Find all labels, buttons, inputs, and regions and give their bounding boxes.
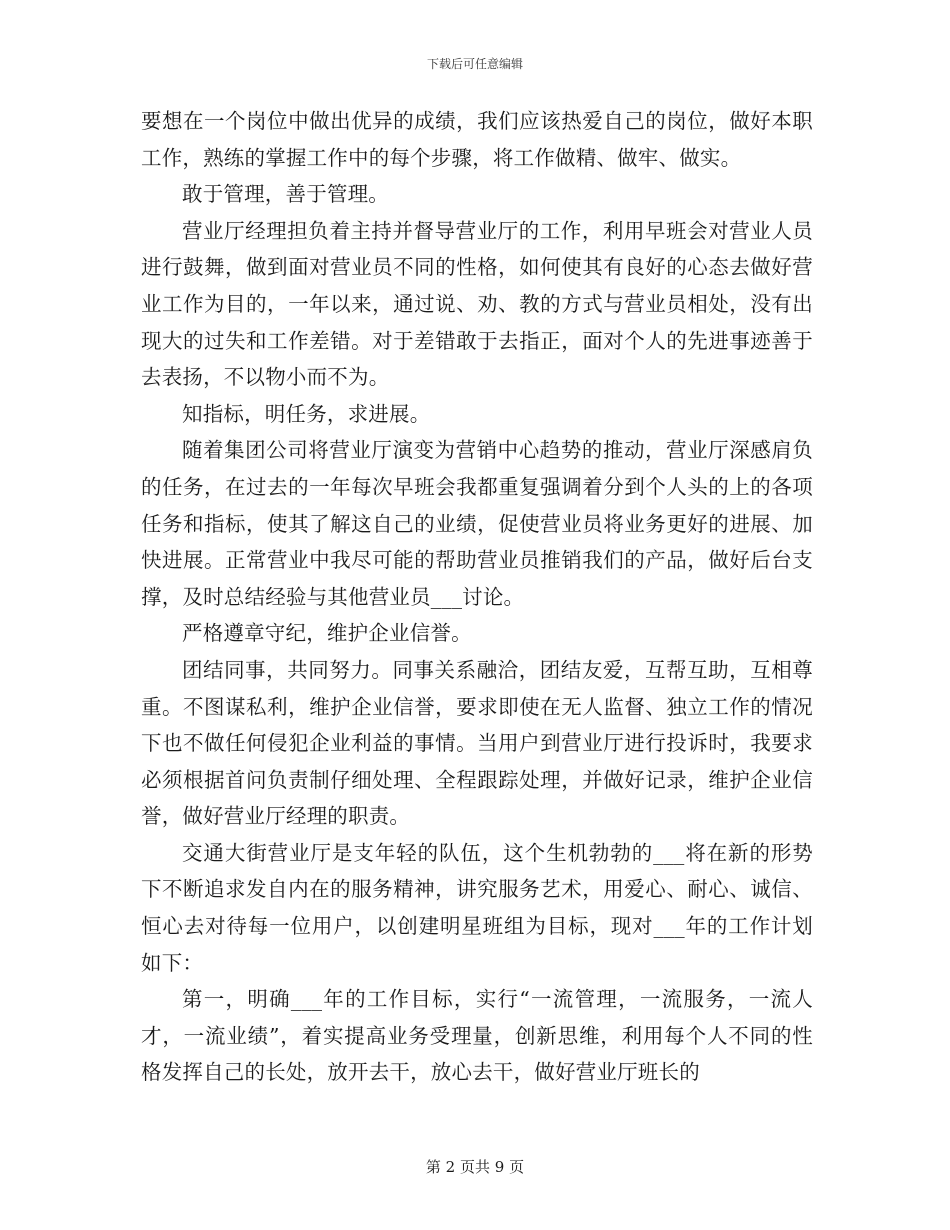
paragraph-6: 严格遵章守纪，维护企业信誉。: [182, 621, 472, 646]
document-body: [141, 103, 813, 1091]
paragraph-4: 知指标，明任务，求进展。: [182, 401, 431, 426]
page-footer: 第 2 页共 9 页: [425, 1158, 525, 1176]
paragraph-9: 第一，明确___年的工作目标，实行“一流管理，一流服务，一流人才，一流业绩”，着实提高业务受理量，创新思维，利用每个人不同的性格发挥自己的长处，放开去干，放心去干，做好营业厅班长的: [141, 987, 813, 1085]
paragraph-3: 营业厅经理担负着主持并督导营业厅的工作，利用早班会对营业人员进行鼓舞，做到面对营业员不同的性格，如何使其有良好的心态去做好营业工作为目的，一年以来，通过说、劝、教的方式与营业员相处，没有出现大的过失和工作差错。对于差错敢于去指正，面对个人的先进事迹善于去表扬，不以物小而不为。: [141, 218, 813, 390]
paragraph-7: 团结同事，共同努力。同事关系融洽，团结友爱，互帮互助，互相尊重。不图谋私利，维护企业信誉，要求即使在无人监督、独立工作的情况下也不做任何侵犯企业利益的事情。当用户到营业厅进行投诉时，我要求必须根据首问负责制仔细处理、全程跟踪处理，并做好记录，维护企业信誉，做好营业厅经理的职责。: [141, 657, 813, 829]
page-header: 下载后可任意编辑: [426, 57, 523, 71]
paragraph-8: 交通大街营业厅是支年轻的队伍，这个生机勃勃的___将在新的形势下不断追求发自内在的服务精神，讲究服务艺术，用爱心、耐心、诚信、恒心去对待每一位用户，以创建明星班组为目标，现对___年的工作计划如下：: [141, 840, 813, 975]
paragraph-5: 随着集团公司将营业厅演变为营销中心趋势的推动，营业厅深感肩负的任务，在过去的一年每次早班会我都重复强调着分到个人头的上的各项任务和指标，使其了解这自己的业绩，促使营业员将业务更好的进展、加快进展。正常营业中我尽可能的帮助营业员推销我们的产品，做好后台支撑，及时总结经验与其他营业员___讨论。: [141, 438, 813, 609]
paragraph-2: 敢于管理，善于管理。: [182, 182, 389, 207]
paragraph-1: 要想在一个岗位中做出优异的成绩，我们应该热爱自己的岗位，做好本职工作，熟练的掌握工作中的每个步骤，将工作做精、做牢、做实。: [141, 109, 813, 170]
